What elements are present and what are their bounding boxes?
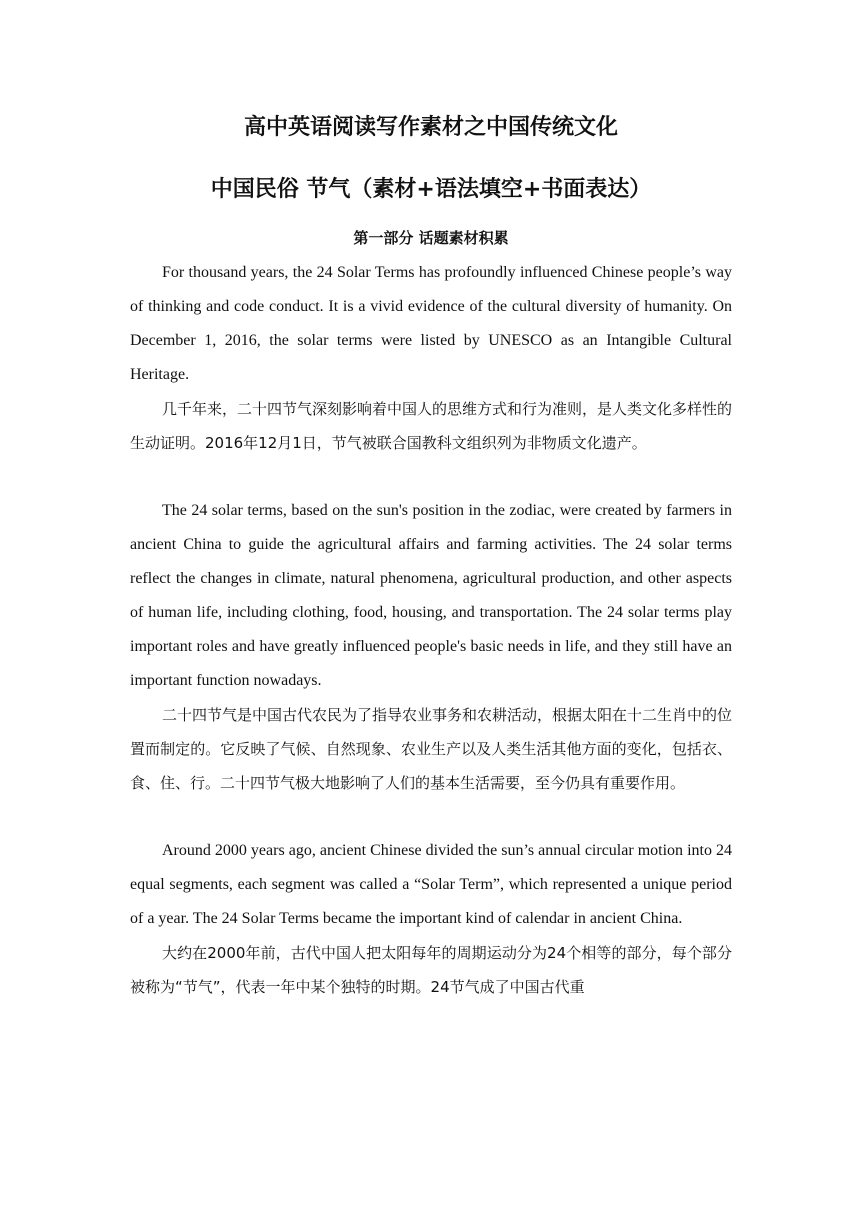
document-body [130,112,732,1004]
paragraph-spacer [130,800,732,834]
paragraph-1-english: For thousand years, the 24 Solar Terms has profoundly influenced Chinese people’s way of thinking and code conduct. It is a vivid evidence of the cultural diversity of humanity. On December 1, 2016, the solar terms were listed by UNESCO as an Intangible Cultural Heritage. [130,264,732,383]
paragraph-3-english: Around 2000 years ago, ancient Chinese divided the sun’s annual circular motion into 24 equal segments, each segment was called a “Solar Term”, which represented a unique period of a year. The 24 Solar Terms became the important kind of calendar in ancient China. [130,842,732,927]
paragraph-spacer [130,460,732,494]
paragraph-3-chinese: 大约在2000年前，古代中国人把太阳每年的周期运动分为24个相等的部分，每个部分被称为“节气”，代表一年中某个独特的时期。24节气成了中国古代重 [130,944,732,996]
paragraph-2-chinese: 二十四节气是中国古代农民为了指导农业事务和农耕活动，根据太阳在十二生肖中的位置而制定的。它反映了气候、自然现象、农业生产以及人类生活其他方面的变化，包括衣、食、住、行。二十四节气极大地影响了人们的基本生活需要，至今仍具有重要作用。 [130,706,733,792]
document-subtitle: 中国民俗 节气（素材+语法填空+书面表达） [210,177,652,202]
paragraph-1-chinese: 几千年来，二十四节气深刻影响着中国人的思维方式和行为准则，是人类文化多样性的生动证明。2016年12月1日，节气被联合国教科文组织列为非物质文化遗产。 [130,400,733,452]
document-title: 高中英语阅读写作素材之中国传统文化 [243,115,618,140]
paragraph-2-english: The 24 solar terms, based on the sun's position in the zodiac, were created by farmers in ancient China to guide the agricultural affairs and farming activities. The 24 solar terms reflect the changes in climate, natural phenomena, agricultural production, and other aspects of human life, including clothing, food, housing, and transportation. The 24 solar terms play important roles and have greatly influenced people's basic needs in life, and they still have an important function nowadays. [130,502,732,689]
section-heading: 第一部分 话题素材积累 [353,229,509,247]
